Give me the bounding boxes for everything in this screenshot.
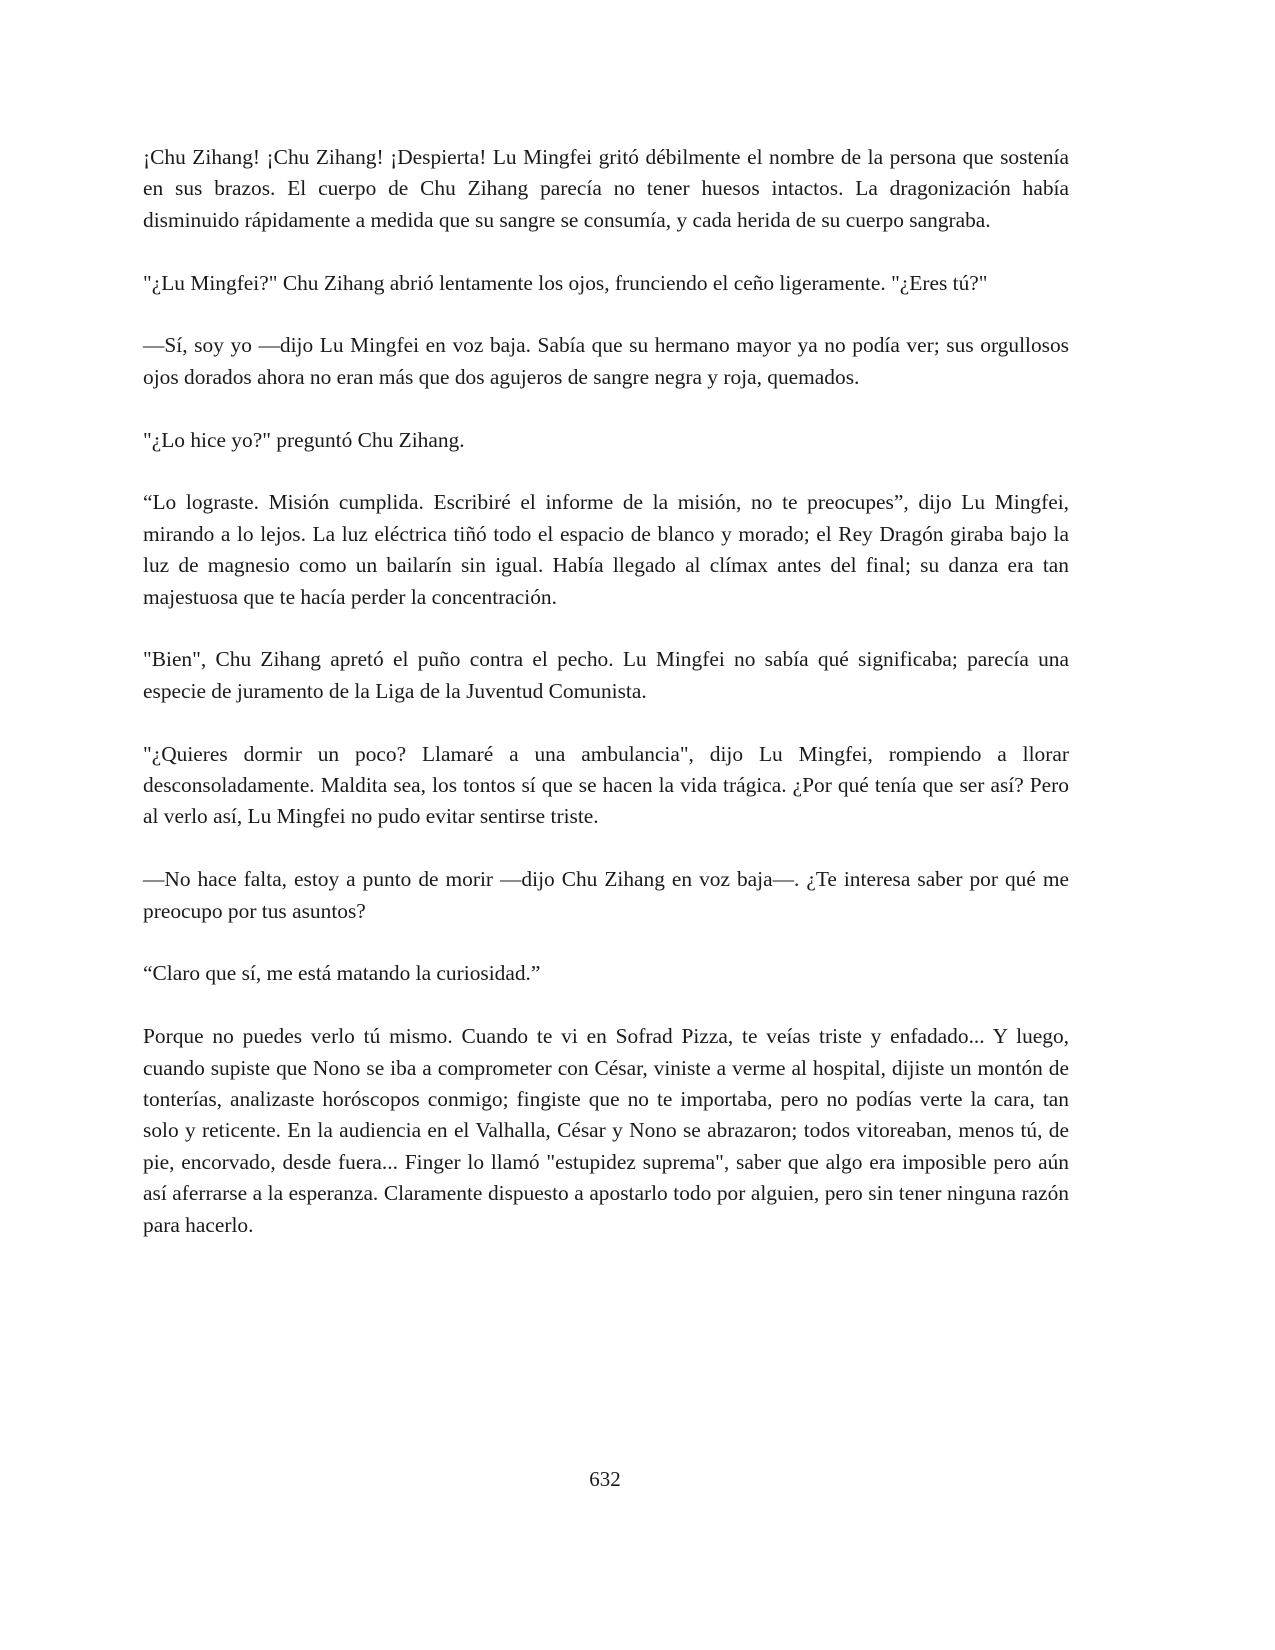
paragraph: "¿Lu Mingfei?" Chu Zihang abrió lentamente los ojos, frunciendo el ceño ligeramente. "¿Eres tú?" [143,270,988,295]
paragraph: "Bien", Chu Zihang apretó el puño contra el pecho. Lu Mingfei no sabía qué significaba; parecía una especie de juramento de la Liga de la Juventud Comunista. [143,647,1069,703]
page-body [143,142,1069,1272]
paragraph: “Claro que sí, me está matando la curiosidad.” [143,961,541,986]
paragraph: —No hace falta, estoy a punto de morir —dijo Chu Zihang en voz baja—. ¿Te interesa saber por qué me preocupo por tus asuntos? [143,867,1069,923]
paragraph: "¿Lo hice yo?" preguntó Chu Zihang. [143,427,465,452]
paragraph: Porque no puedes verlo tú mismo. Cuando te vi en Sofrad Pizza, te veías triste y enfadado... Y luego, cuando supiste que Nono se iba a comprometer con César, viniste a verme al hospital, dijiste un montón de tonterías, analizaste horóscopos conmigo; fingiste que no te importaba, pero no podías verte la cara, tan solo y reticente. En la audiencia en el Valhalla, César y Nono se abrazaron; todos vitoreaban, menos tú, de pie, encorvado, desde fuera... Finger lo llamó "estupidez suprema", saber que algo era imposible pero aún así aferrarse a la esperanza. Claramente dispuesto a apostarlo todo por alguien, pero sin tener ninguna razón para hacerlo. [143,1024,1069,1237]
page-number: 632 [589,1467,621,1491]
paragraph: "¿Quieres dormir un poco? Llamaré a una ambulancia", dijo Lu Mingfei, rompiendo a llorar desconsoladamente. Maldita sea, los tontos sí que se hacen la vida trágica. ¿Por qué tenía que ser así? Pero al verlo así, Lu Mingfei no pudo evitar sentirse triste. [143,741,1069,829]
paragraph: —Sí, soy yo —dijo Lu Mingfei en voz baja. Sabía que su hermano mayor ya no podía ver; sus orgullosos ojos dorados ahora no eran más que dos agujeros de sangre negra y roja, quemados. [143,333,1069,389]
paragraph: “Lo lograste. Misión cumplida. Escribiré el informe de la misión, no te preocupes”, dijo Lu Mingfei, mirando a lo lejos. La luz eléctrica tiñó todo el espacio de blanco y morado; el Rey Dragón giraba bajo la luz de magnesio como un bailarín sin igual. Había llegado al clímax antes del final; su danza era tan majestuosa que te hacía perder la concentración. [143,490,1069,609]
paragraph: ¡Chu Zihang! ¡Chu Zihang! ¡Despierta! Lu Mingfei gritó débilmente el nombre de la persona que sostenía en sus brazos. El cuerpo de Chu Zihang parecía no tener huesos intactos. La dragonización había disminuido rápidamente a medida que su sangre se consumía, y cada herida de su cuerpo sangraba. [143,145,1069,232]
